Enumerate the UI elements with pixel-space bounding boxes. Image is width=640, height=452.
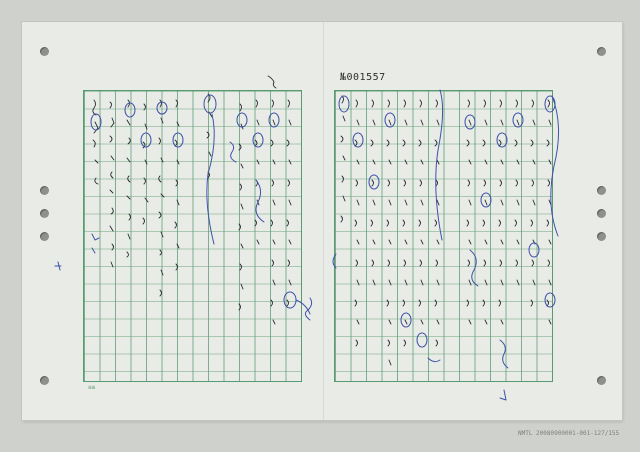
blue-ink-annotations [55, 90, 559, 400]
grid-footer-mark: ≡≡ [88, 384, 96, 391]
serial-number: №001557 [340, 72, 386, 83]
handwritten-text-right [341, 96, 551, 365]
handwritten-text-left [93, 76, 291, 324]
archive-note: NMTL 20080900001-001-127/155 [518, 430, 620, 437]
